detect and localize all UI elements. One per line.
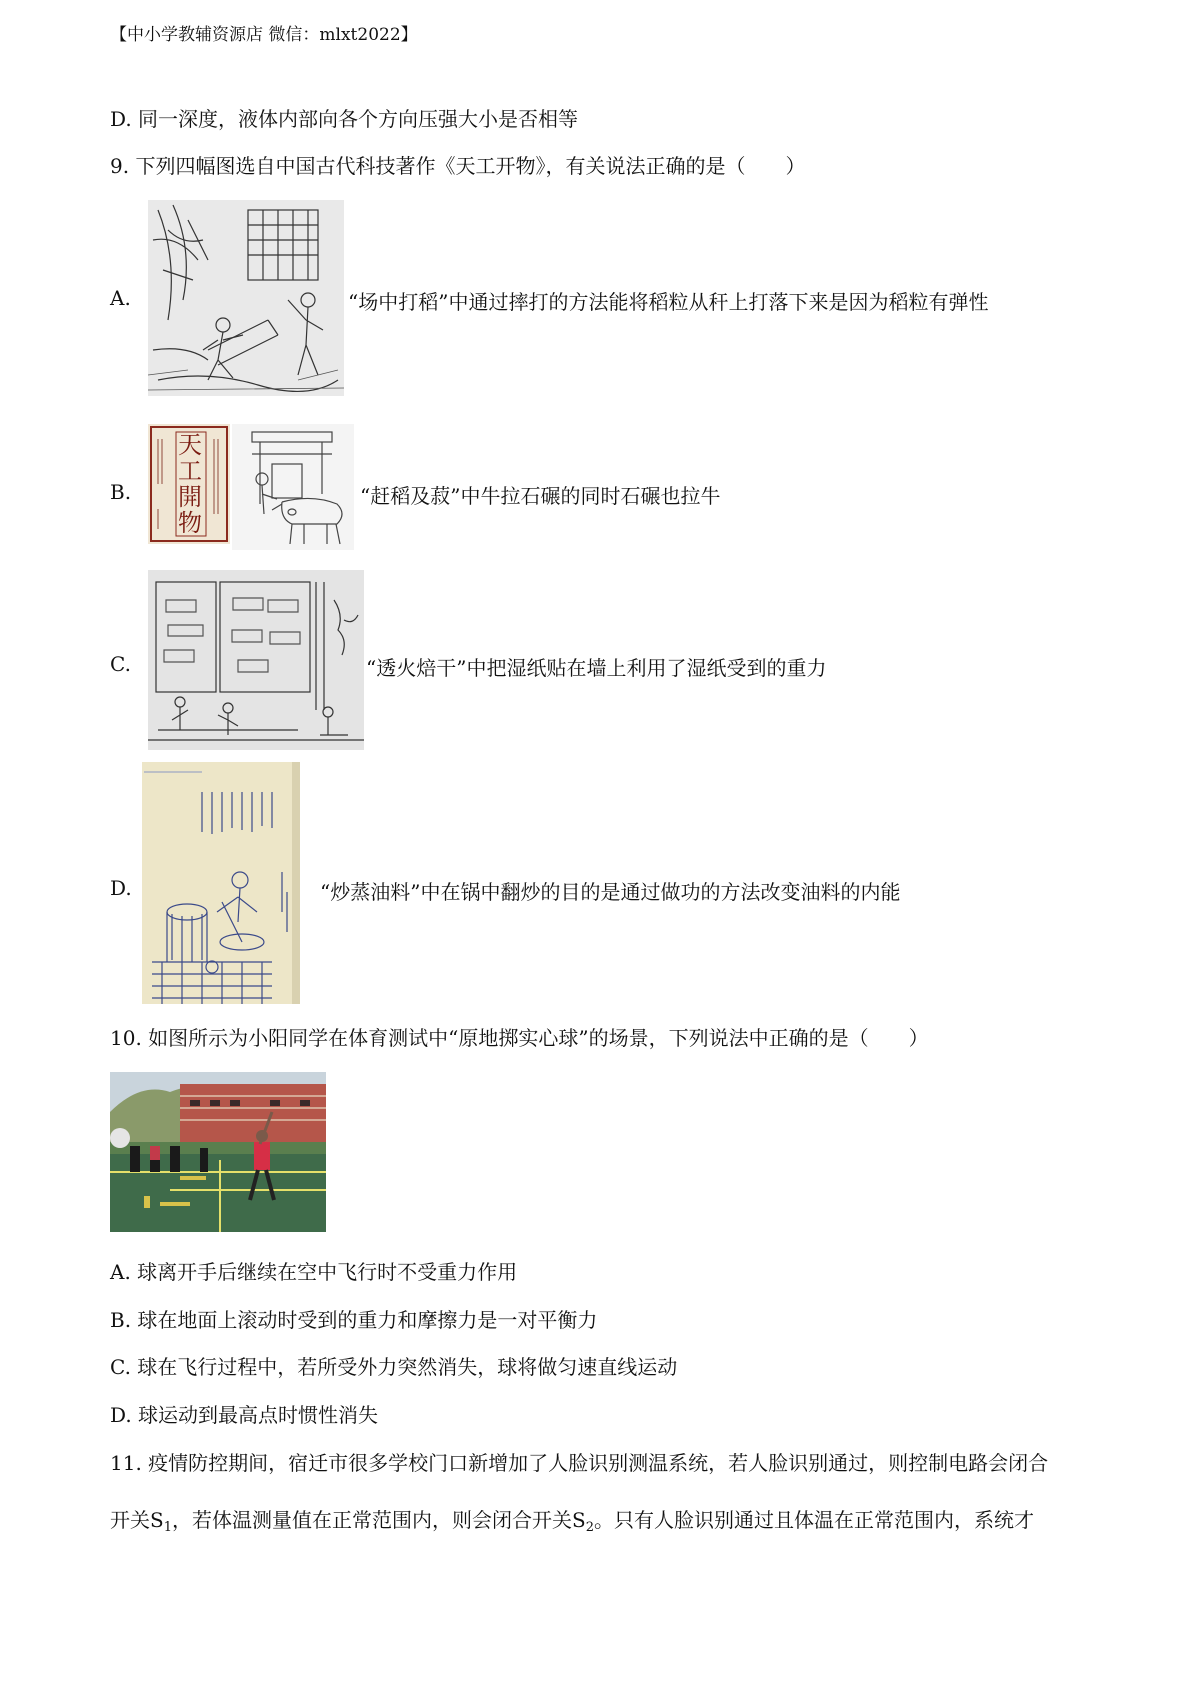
- threshing-illustration: [148, 200, 344, 396]
- q9-option-b-letter: B.: [110, 480, 132, 504]
- q9-option-a-letter: A.: [110, 286, 131, 310]
- tiangong-kaiwu-cover: [148, 424, 230, 544]
- oil-frying-illustration: [142, 762, 300, 1004]
- q8-option-d: D. 同一深度，液体内部向各个方向压强大小是否相等: [110, 107, 579, 131]
- q9-option-d-text: “炒蒸油料”中在锅中翻炒的目的是通过做功的方法改变油料的内能: [320, 880, 901, 904]
- q11-line1: 11. 疫情防控期间，宿迁市很多学校门口新增加了人脸识别测温系统，若人脸识别通过，则控制电路会闭合: [110, 1451, 1049, 1475]
- cover-title-text: 天工開物: [178, 431, 202, 537]
- q10-option-b: B. 球在地面上滚动时受到的重力和摩擦力是一对平衡力: [110, 1308, 598, 1332]
- q9-option-c-letter: C.: [110, 652, 131, 676]
- q11-line2-part-c: 。只有人脸识别通过且体温在正常范围内，系统才: [593, 1508, 1034, 1532]
- q9-option-b-text: “赶稻及菽”中牛拉石碾的同时石碾也拉牛: [360, 484, 721, 508]
- paper-drying-illustration: [148, 570, 364, 750]
- q11-line2-part-a: 开关S: [110, 1508, 164, 1532]
- q9-option-c-text: “透火焙干”中把湿纸贴在墙上利用了湿纸受到的重力: [366, 656, 827, 680]
- q10-option-a: A. 球离开手后继续在空中飞行时不受重力作用: [110, 1260, 518, 1284]
- q11-line2-part-b: ，若体温测量值在正常范围内，则会闭合开关S: [171, 1508, 586, 1532]
- q9-option-d-letter: D.: [110, 876, 132, 900]
- q10-stem: 10. 如图所示为小阳同学在体育测试中“原地掷实心球”的场景，下列说法中正确的是（ ）: [110, 1026, 929, 1050]
- q10-option-d: D. 球运动到最高点时惯性消失: [110, 1403, 379, 1427]
- watermark-header: 【中小学教辅资源店 微信：mlxt2022】: [110, 25, 418, 45]
- q10-option-c: C. 球在飞行过程中，若所受外力突然消失，球将做匀速直线运动: [110, 1355, 678, 1379]
- q9-option-a-text: “场中打稻”中通过摔打的方法能将稻粒从秆上打落下来是因为稻粒有弹性: [348, 290, 989, 314]
- q11-s2-subscript: 2: [585, 1520, 594, 1535]
- shot-put-photo: [110, 1072, 326, 1232]
- q9-stem: 9. 下列四幅图选自中国古代科技著作《天工开物》，有关说法正确的是（ ）: [110, 154, 806, 178]
- q11-line2: [110, 1504, 1034, 1535]
- ox-roller-illustration: [232, 424, 354, 550]
- q11-s1-subscript: 1: [163, 1520, 172, 1535]
